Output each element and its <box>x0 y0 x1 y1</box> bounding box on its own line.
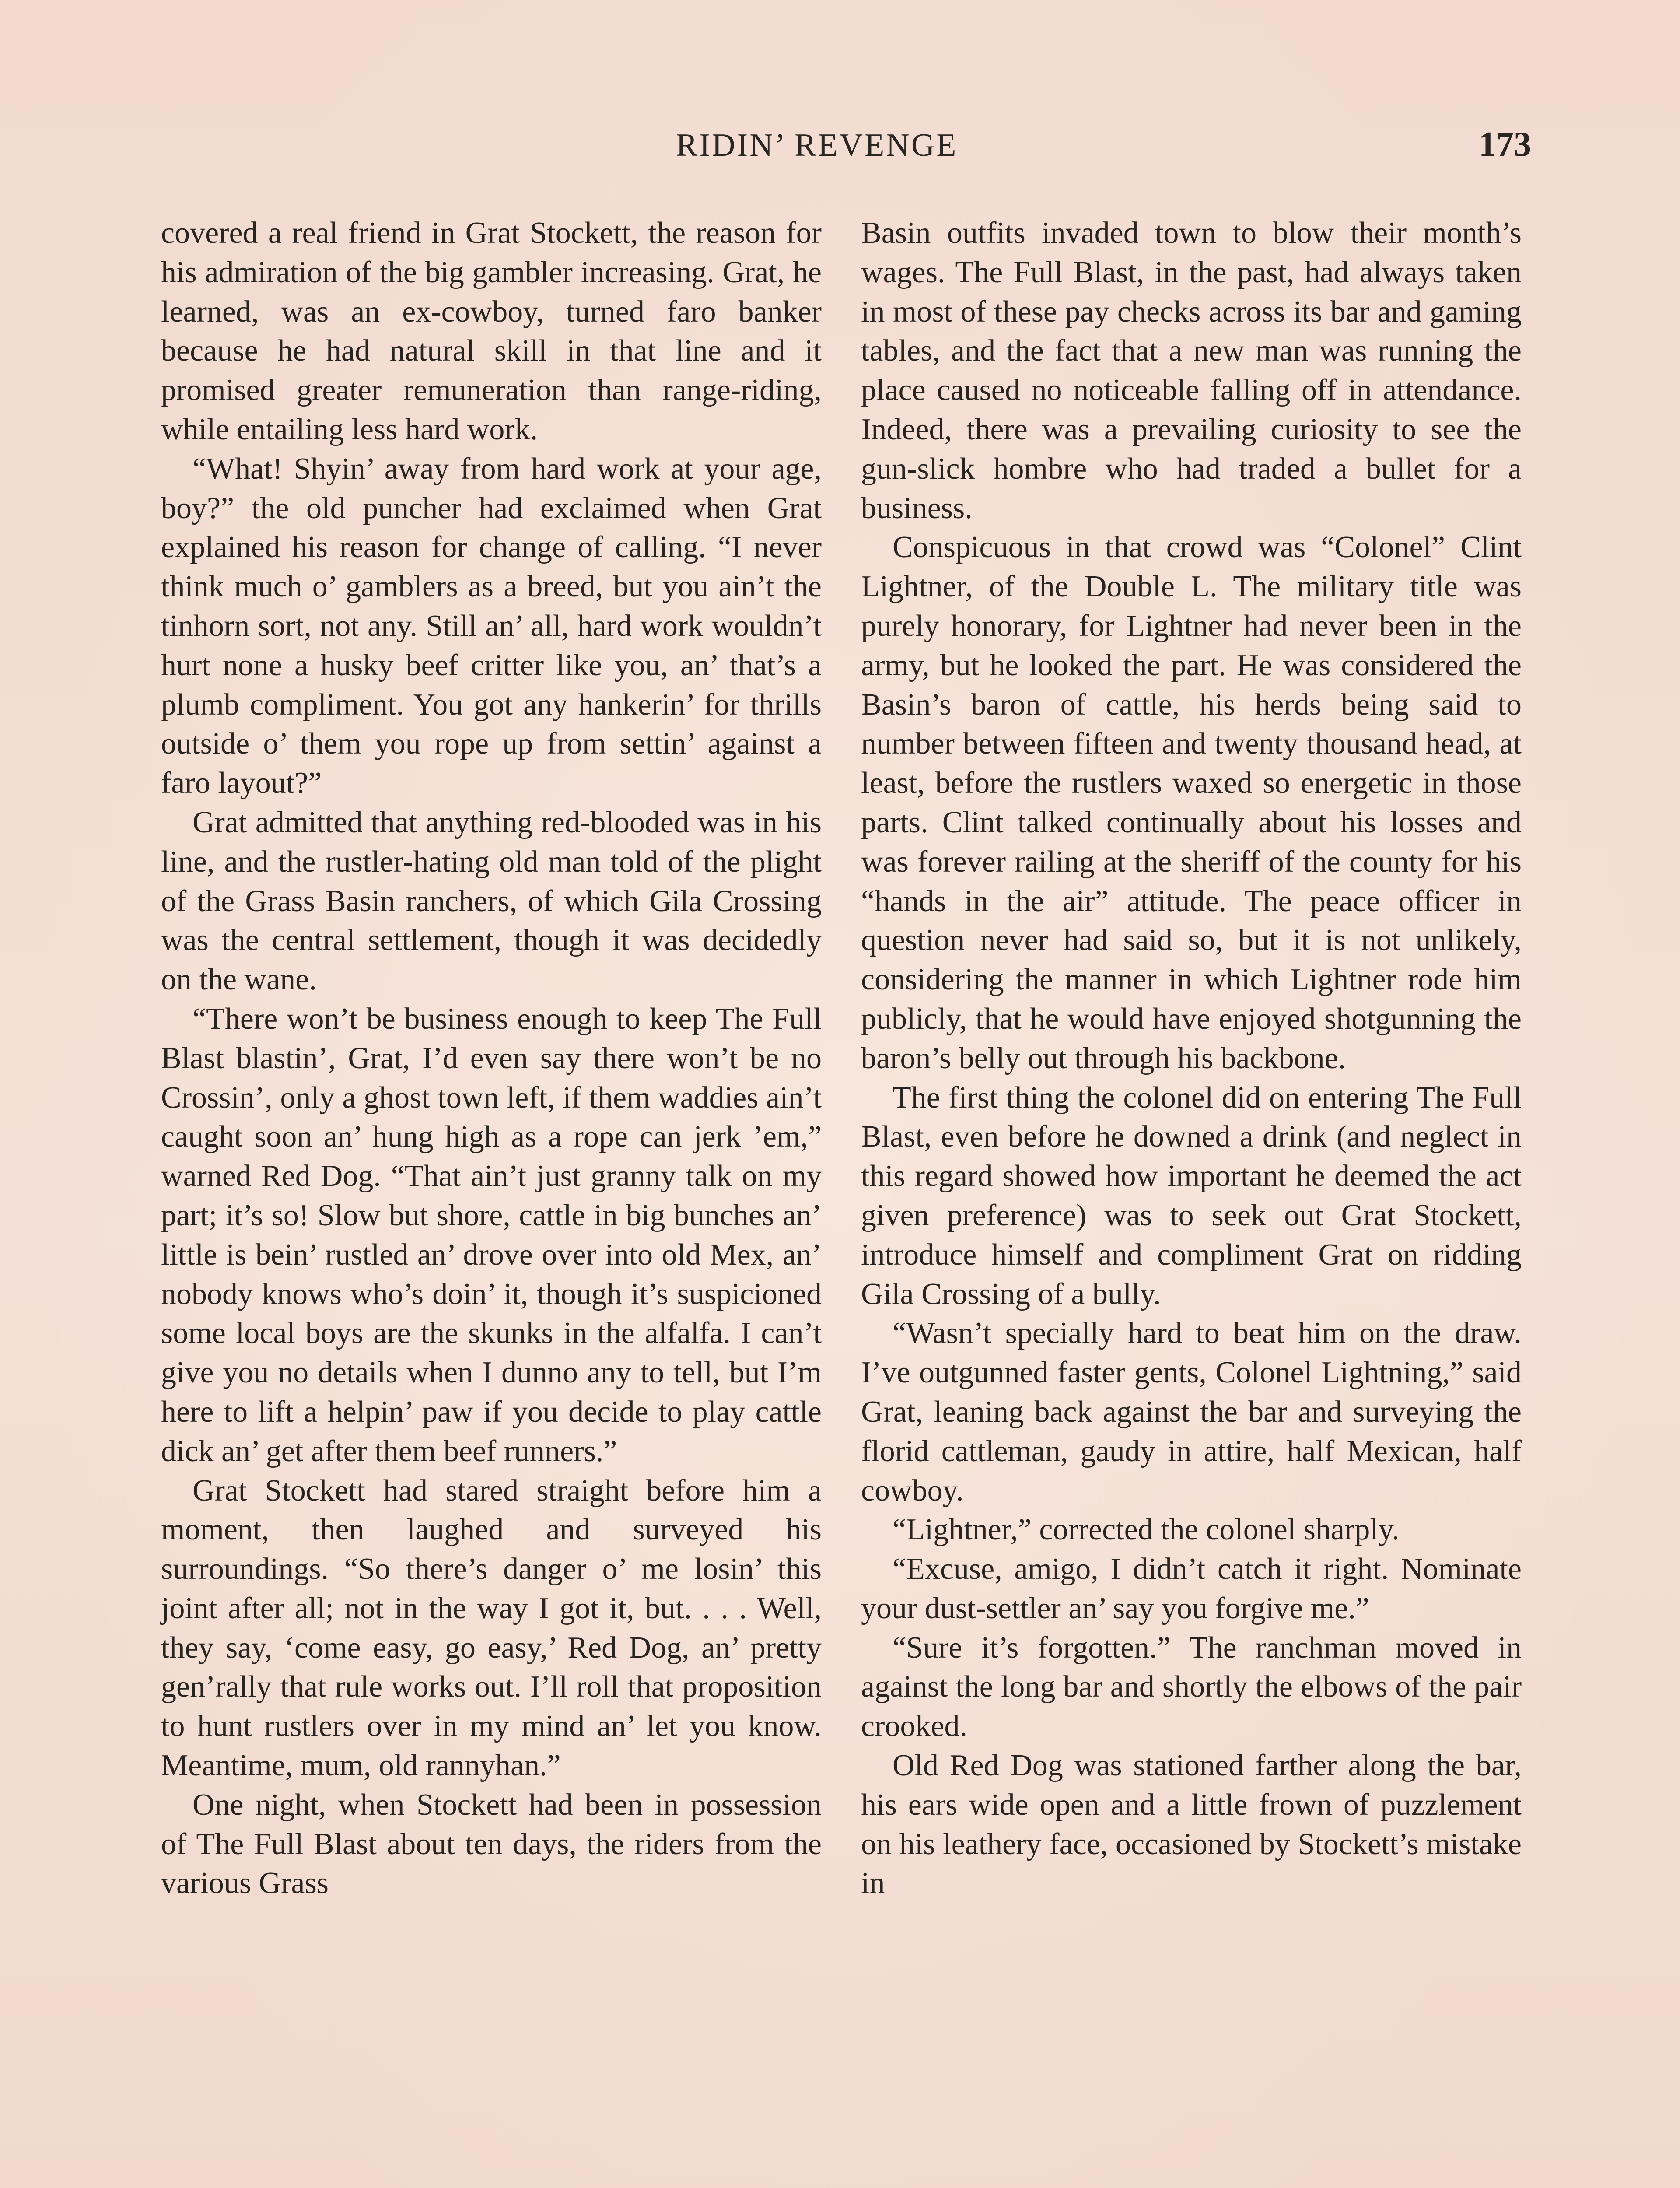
page-number: 173 <box>1479 125 1531 164</box>
paragraph: Old Red Dog was stationed farther along the bar, his ears wide open and a little frown of puzzlement on his leathery face, occasioned by Stockett’s mistake in <box>861 1749 1522 1900</box>
paragraph: “Wasn’t specially hard to beat him on the draw. I’ve outgunned faster gents, Colonel Lightning,” said Grat, leaning back against the bar and surveying the florid cattleman, gaudy in attire, half Mexican, half cowboy. <box>861 1316 1522 1508</box>
paragraph: covered a real friend in Grat Stockett, the reason for his admiration of the big gambler increasing. Grat, he learned, was an ex-cowboy, turned faro banker because he had natural skill in that line and it promised greater remuneration than range-riding, while entailing less hard work. <box>161 216 822 446</box>
paragraph: “What! Shyin’ away from hard work at your age, boy?” the old puncher had exclaimed when Grat explained his reason for change of calling. “I never think much o’ gamblers as a breed, but you ain’t the tinhorn sort, not any. Still an’ all, hard work wouldn’t hurt none a husky beef critter like you, an’ that’s a plumb compliment. You got any hankerin’ for thrills outside o’ them you rope up from settin’ against a faro layout?” <box>161 452 822 800</box>
paragraph: “There won’t be business enough to keep The Full Blast blastin’, Grat, I’d even say there won’t be no Crossin’, only a ghost town left, if them waddies ain’t caught soon an’ hung high as a rope can jerk ’em,” warned Red Dog. “That ain’t just granny talk on my part; it’s so! Slow but shore, cattle in big bunches an’ little is bein’ rustled an’ drove over into old Mex, an’ nobody knows who’s doin’ it, though it’s suspicioned some local boys are the skunks in the alfalfa. I can’t give you no details when I dunno any to tell, but I’m here to lift a helpin’ paw if you decide to play cattle dick an’ get after them beef runners.” <box>161 1002 822 1468</box>
paragraph: One night, when Stockett had been in possession of The Full Blast about ten days, the riders from the various Grass <box>161 1788 822 1900</box>
left-text-column <box>161 214 822 1903</box>
right-text-column <box>861 214 1522 1903</box>
running-title: RIDIN’ REVENGE <box>676 127 958 163</box>
paragraph: “Sure it’s forgotten.” The ranchman moved in against the long bar and shortly the elbows of the pair crooked. <box>861 1630 1522 1743</box>
paragraph: “Lightner,” corrected the colonel sharply. <box>892 1513 1400 1547</box>
paragraph: Grat Stockett had stared straight before him a moment, then laughed and surveyed his surroundings. “So there’s danger o’ me losin’ this joint after all; not in the way I got it, but. . . . Well, they say, ‘come easy, go easy,’ Red Dog, an’ pretty gen’rally that rule works out. I’ll roll that proposition to hunt rustlers over in my mind an’ let you know. Meantime, mum, old rannyhan.” <box>161 1473 822 1783</box>
paragraph: The first thing the colonel did on entering The Full Blast, even before he downed a drink (and neglect in this regard showed how important he deemed the act given preference) was to seek out Grat Stockett, introduce himself and compliment Grat on ridding Gila Crossing of a bully. <box>861 1080 1522 1311</box>
paragraph: Conspicuous in that crowd was “Colonel” Clint Lightner, of the Double L. The military title was purely honorary, for Lightner had never been in the army, but he looked the part. He was considered the Basin’s baron of cattle, his herds being said to number between fifteen and twenty thousand head, at least, before the rustlers waxed so energetic in those parts. Clint talked continually about his losses and was forever railing at the sheriff of the county for his “hands in the air” attitude. The peace officer in question never had said so, but it is not unlikely, considering the manner in which Lightner rode him publicly, that he would have enjoyed shotgunning the baron’s belly out through his backbone. <box>861 530 1522 1075</box>
paragraph: Grat admitted that anything red-blooded was in his line, and the rustler-hating old man told of the plight of the Grass Basin ranchers, of which Gila Crossing was the central settlement, though it was decidedly on the wane. <box>161 805 822 997</box>
paragraph: Basin outfits invaded town to blow their month’s wages. The Full Blast, in the past, had always taken in most of these pay checks across its bar and gaming tables, and the fact that a new man was running the place caused no noticeable falling off in attendance. Indeed, there was a prevailing curiosity to see the gun-slick hombre who had traded a bullet for a business. <box>861 216 1522 525</box>
paragraph: “Excuse, amigo, I didn’t catch it right. Nominate your dust-settler an’ say you forgive me.” <box>861 1552 1522 1625</box>
